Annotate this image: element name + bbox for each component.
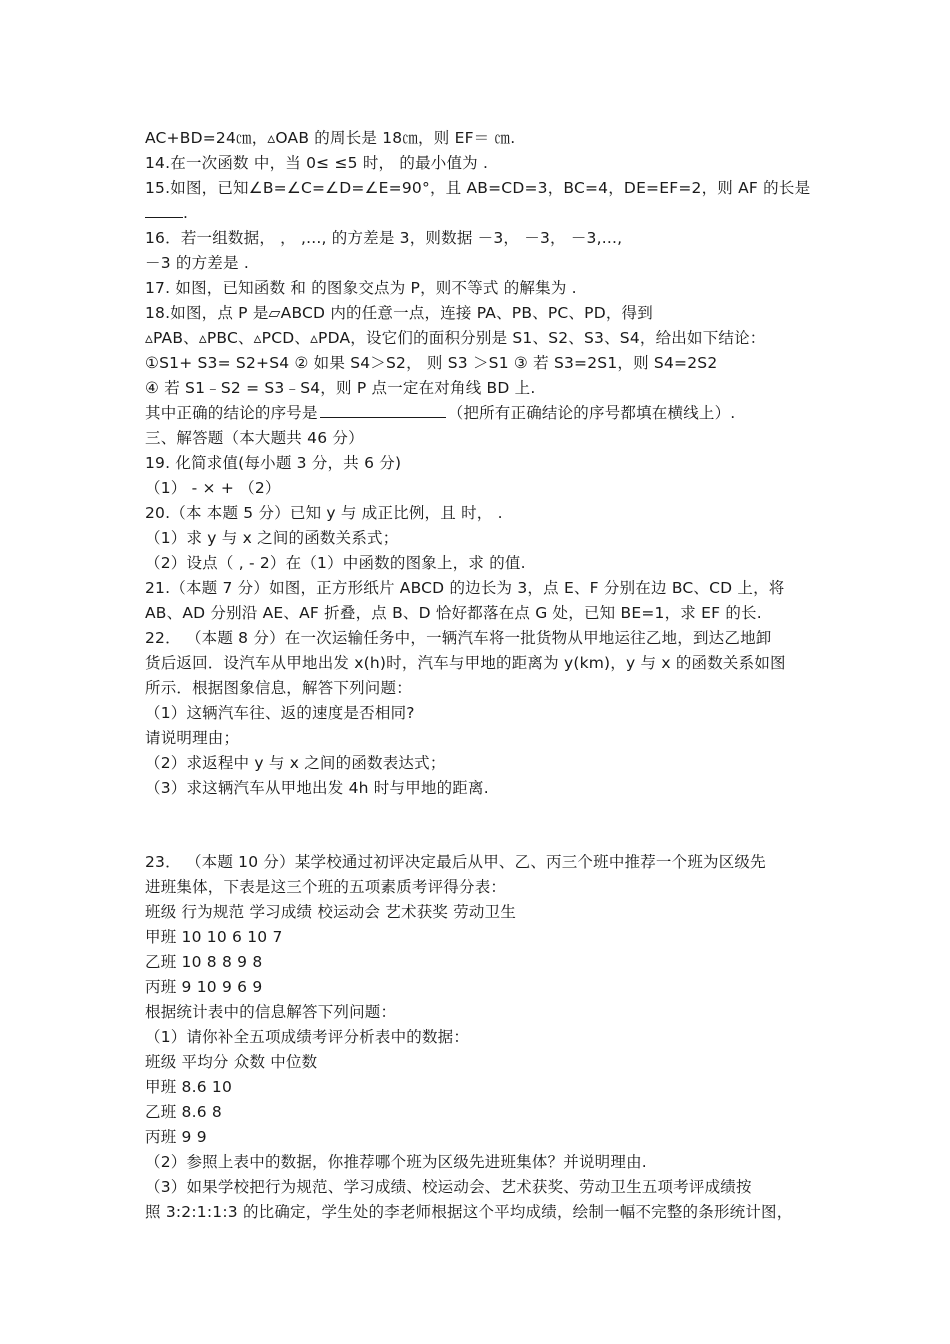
q22-continued-1: 货后返回．设汽车从甲地出发 x(h)时，汽车与甲地的距离为 y(km)，y 与 x 的函数关系如图 <box>145 654 786 672</box>
q22: 22． （本题 8 分）在一次运输任务中，一辆汽车将一批货物从甲地运往乙地，到达乙地卸 <box>145 629 772 647</box>
q15-blank-line: . <box>145 203 188 223</box>
analysis-table-row: 丙班 9 9 <box>145 1128 207 1146</box>
score-table-row: 乙班 10 8 8 9 8 <box>145 953 263 971</box>
q17: 17. 如图，已知函数 和 的图象交点为 P，则不等式 的解集为 . <box>145 279 577 297</box>
score-table-row: 丙班 9 10 9 6 9 <box>145 978 263 996</box>
q20: 20.（本 本题 5 分）已知 y 与 成正比例，且 时， . <box>145 504 503 522</box>
q20-part2: （2）设点（ , - 2）在（1）中函数的图象上，求 的值. <box>145 554 526 572</box>
q23-part3: （3）如果学校把行为规范、学习成绩、校运动会、艺术获奖、劳动卫生五项考评成绩按 <box>145 1178 752 1196</box>
analysis-table-row: 乙班 8.6 8 <box>145 1103 222 1121</box>
q18-answer-line: 其中正确的结论的序号是 （把所有正确结论的序号都填在横线上）. <box>145 404 736 422</box>
q14: 14.在一次函数 中，当 0≤ ≤5 时， 的最小值为 . <box>145 154 489 172</box>
q22-continued-2: 所示．根据图象信息，解答下列问题： <box>145 679 412 697</box>
q16: 16．若一组数据， ， ,..., 的方差是 3，则数据 －3， －3， －3,..., <box>145 229 623 247</box>
q23-part3-continued: 照 3:2:1:1:3 的比确定，学生处的李老师根据这个平均成绩，绘制一幅不完整的条形统计图， <box>145 1203 793 1221</box>
q20-part1: （1）求 y 与 x 之间的函数关系式； <box>145 529 399 547</box>
q23-continued: 进班集体，下表是这三个班的五项素质考评得分表： <box>145 878 507 896</box>
score-table-row: 甲班 10 10 6 10 7 <box>145 928 283 946</box>
q22-part1: （1）这辆汽车往、返的速度是否相同? <box>145 704 415 722</box>
analysis-table-row: 甲班 8.6 10 <box>145 1078 233 1096</box>
q21: 21.（本题 7 分）如图，正方形纸片 ABCD 的边长为 3，点 E、F 分别在边 BC、CD 上，将 <box>145 579 785 597</box>
q23-instruction: 根据统计表中的信息解答下列问题： <box>145 1003 397 1021</box>
q19: 19. 化简求值(每小题 3 分，共 6 分) <box>145 454 402 472</box>
section-heading: 三、解答题（本大题共 46 分） <box>145 429 364 447</box>
q13-continued: AC+BD=24㎝，▵OAB 的周长是 18㎝，则 EF＝ ㎝. <box>145 129 516 147</box>
answer-blank <box>320 403 446 418</box>
analysis-table-header: 班级 平均分 众数 中位数 <box>145 1053 318 1071</box>
q22-part3: （3）求这辆汽车从甲地出发 4h 时与甲地的距离. <box>145 779 489 797</box>
q18: 18.如图，点 P 是▱ABCD 内的任意一点，连接 PA、PB、PC、PD，得到 <box>145 304 653 322</box>
q18-conclusions-2: ④ 若 S1﹣S2 = S3﹣S4，则 P 点一定在对角线 BD 上. <box>145 379 536 397</box>
q15: 15.如图，已知∠B=∠C=∠D=∠E=90°，且 AB=CD=3，BC=4，DE=EF=2，则 AF 的长是 <box>145 179 811 197</box>
q23: 23． （本题 10 分）某学校通过初评决定最后从甲、乙、丙三个班中推荐一个班为区级先 <box>145 853 766 871</box>
q16-continued: －3 的方差是 . <box>145 254 249 272</box>
q22-part2: （2）求返程中 y 与 x 之间的函数表达式； <box>145 754 446 772</box>
q21-continued: AB、AD 分别沿 AE、AF 折叠，点 B、D 恰好都落在点 G 处，已知 BE=1，求 EF 的长. <box>145 604 762 622</box>
q23-part2: （2）参照上表中的数据，你推荐哪个班为区级先进班集体？并说明理由. <box>145 1153 647 1171</box>
q23-part1: （1）请你补全五项成绩考评分析表中的数据： <box>145 1028 470 1046</box>
score-table-header: 班级 行为规范 学习成绩 校运动会 艺术获奖 劳动卫生 <box>145 903 517 921</box>
q19-parts: （1） - × + （2） <box>145 479 281 497</box>
q18-areas: ▵PAB、▵PBC、▵PCD、▵PDA，设它们的面积分别是 S1、S2、S3、S4，给出如下结论： <box>145 329 766 347</box>
answer-blank <box>145 203 183 218</box>
q18-conclusions-1: ①S1+ S3= S2+S4 ② 如果 S4＞S2， 则 S3 ＞S1 ③ 若 S3=2S1，则 S4=2S2 <box>145 354 718 372</box>
q22-part1-reason: 请说明理由； <box>145 729 240 747</box>
